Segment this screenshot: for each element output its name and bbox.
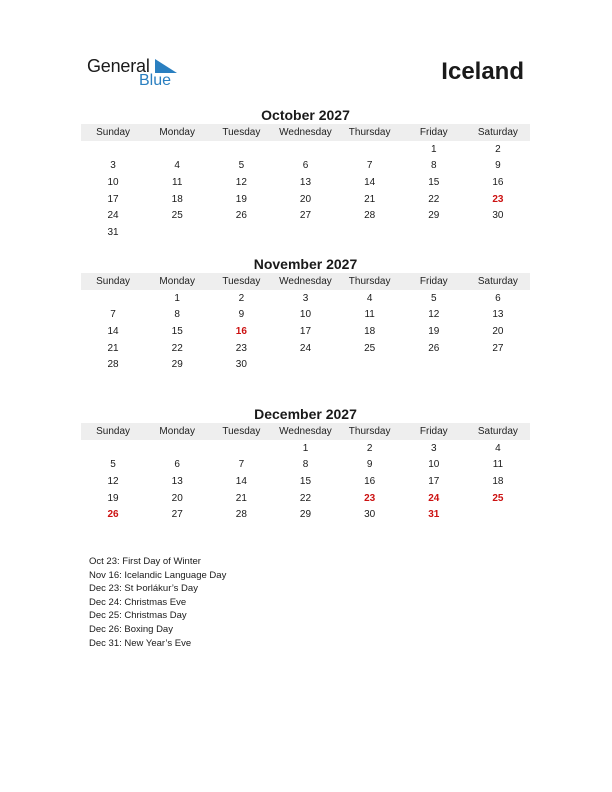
- day-cell: 14: [107, 325, 119, 337]
- weekday-label: Sunday: [96, 276, 131, 287]
- day-cell: 28: [364, 210, 376, 222]
- day-cell: 17: [107, 193, 119, 205]
- day-cell: 5: [430, 292, 437, 304]
- day-cell: 15: [299, 475, 312, 487]
- day-cell: 20: [299, 193, 312, 205]
- day-cell: 22: [428, 193, 440, 205]
- day-cell: 12: [428, 309, 440, 321]
- weekday-label: Monday: [159, 127, 195, 138]
- week-row: [81, 141, 530, 158]
- day-cell: 21: [364, 193, 376, 205]
- day-cell: 3: [302, 292, 309, 304]
- holiday-list: [89, 555, 226, 650]
- day-cell: 7: [366, 160, 373, 172]
- weekday-label: Saturday: [477, 276, 518, 287]
- week-row: [81, 224, 530, 241]
- weekday-label: Sunday: [96, 426, 131, 437]
- day-cell: 1: [430, 143, 437, 155]
- day-cell: 25: [492, 492, 504, 504]
- month-block: [81, 255, 530, 373]
- day-cell: 14: [364, 176, 376, 188]
- day-cell: 10: [299, 309, 312, 321]
- day-cell: 22: [171, 342, 183, 354]
- day-cell: 18: [492, 475, 504, 487]
- day-cell: 4: [174, 160, 180, 172]
- weekday-label: Monday: [159, 426, 195, 437]
- month-block: [81, 106, 530, 241]
- day-cell: 27: [492, 342, 504, 354]
- week-row: [81, 340, 530, 357]
- day-cell: 12: [107, 475, 119, 487]
- week-row: [81, 290, 530, 307]
- weekday-header: [81, 124, 530, 141]
- day-cell: 8: [430, 160, 437, 172]
- day-cell: 30: [235, 359, 247, 371]
- day-cell: 5: [238, 160, 245, 172]
- day-cell: 5: [110, 459, 116, 471]
- day-cell: 2: [366, 442, 373, 454]
- day-cell: 17: [299, 325, 312, 337]
- day-cell: 10: [428, 459, 440, 471]
- day-cell: 2: [238, 292, 245, 304]
- weekday-label: Monday: [159, 276, 195, 287]
- week-row: [81, 174, 530, 191]
- weekday-label: Wednesday: [279, 127, 332, 138]
- day-cell: 23: [492, 193, 504, 205]
- day-cell: 24: [428, 492, 440, 504]
- day-cell: 29: [171, 359, 183, 371]
- day-cell: 12: [235, 176, 247, 188]
- day-cell: 19: [428, 325, 440, 337]
- day-cell: 20: [492, 325, 504, 337]
- day-cell: 4: [366, 292, 373, 304]
- day-cell: 30: [364, 509, 376, 521]
- month-title: October 2027: [261, 107, 350, 123]
- day-cell: 9: [366, 459, 373, 471]
- weekday-label: Wednesday: [279, 276, 332, 287]
- day-cell: 1: [174, 292, 180, 304]
- day-cell: 10: [107, 176, 119, 188]
- day-cell: 13: [171, 475, 183, 487]
- day-cell: 17: [428, 475, 440, 487]
- day-cell: 8: [174, 309, 180, 321]
- day-cell: 19: [107, 492, 119, 504]
- holiday-entry: Dec 24: Christmas Eve: [89, 596, 187, 608]
- week-row: [81, 191, 530, 208]
- day-cell: 20: [171, 492, 183, 504]
- holiday-entry: Oct 23: First Day of Winter: [89, 556, 201, 567]
- week-row: [81, 490, 530, 507]
- holiday-entry: Nov 16: Icelandic Language Day: [89, 569, 227, 581]
- day-cell: 31: [107, 226, 119, 238]
- day-cell: 18: [364, 325, 376, 337]
- weekday-label: Tuesday: [222, 127, 261, 138]
- day-cell: 15: [171, 325, 183, 337]
- weekday-label: Thursday: [348, 276, 391, 287]
- logo-blue-text: Blue: [139, 72, 172, 89]
- country-title: Iceland: [441, 58, 524, 85]
- day-cell: 11: [492, 459, 504, 471]
- day-cell: 14: [235, 475, 247, 487]
- day-cell: 18: [171, 193, 183, 205]
- day-cell: 27: [299, 210, 312, 222]
- day-cell: 29: [299, 509, 312, 521]
- day-cell: 28: [107, 359, 119, 371]
- week-row: [81, 307, 530, 324]
- logo-triangle-icon: [155, 59, 177, 73]
- day-cell: 16: [364, 475, 376, 487]
- weekday-label: Tuesday: [222, 276, 261, 287]
- day-cell: 28: [235, 509, 247, 521]
- weekday-label: Friday: [419, 276, 448, 287]
- day-cell: 2: [495, 143, 501, 155]
- week-row: [81, 323, 530, 340]
- day-cell: 24: [299, 342, 312, 354]
- weekday-label: Friday: [419, 127, 448, 138]
- day-cell: 29: [428, 210, 440, 222]
- day-cell: 16: [492, 176, 504, 188]
- week-row: [81, 457, 530, 474]
- day-cell: 21: [107, 342, 119, 354]
- day-cell: 30: [492, 210, 504, 222]
- month-title: November 2027: [253, 256, 358, 272]
- month-block: [81, 405, 530, 523]
- holiday-entry: Dec 26: Boxing Day: [89, 623, 173, 635]
- weekday-label: Thursday: [348, 127, 391, 138]
- day-cell: 16: [235, 325, 247, 337]
- week-row: [81, 506, 530, 523]
- holiday-entry: Dec 31: New Year’s Eve: [89, 637, 192, 649]
- day-cell: 26: [428, 342, 440, 354]
- day-cell: 26: [235, 210, 247, 222]
- holiday-entry: Dec 25: Christmas Day: [89, 610, 187, 622]
- weekday-label: Thursday: [348, 426, 391, 437]
- weekday-header: [81, 273, 530, 290]
- day-cell: 19: [235, 193, 247, 205]
- day-cell: 23: [364, 492, 376, 504]
- week-row: [81, 158, 530, 175]
- day-cell: 9: [495, 160, 501, 172]
- day-cell: 23: [235, 342, 247, 354]
- month-title: December 2027: [254, 406, 357, 422]
- day-cell: 1: [302, 442, 309, 454]
- day-cell: 4: [495, 442, 501, 454]
- day-cell: 6: [495, 292, 501, 304]
- weekday-label: Wednesday: [279, 426, 332, 437]
- weekday-label: Saturday: [477, 426, 518, 437]
- day-cell: 24: [107, 210, 119, 222]
- weekday-label: Tuesday: [222, 426, 261, 437]
- day-cell: 11: [172, 176, 183, 188]
- week-row: [81, 440, 530, 457]
- day-cell: 11: [364, 309, 375, 321]
- day-cell: 27: [171, 509, 183, 521]
- day-cell: 7: [238, 459, 245, 471]
- weekday-header: [81, 423, 530, 440]
- day-cell: 6: [174, 459, 180, 471]
- week-row: [81, 473, 530, 490]
- day-cell: 8: [302, 459, 309, 471]
- weekday-label: Friday: [419, 426, 448, 437]
- day-cell: 13: [492, 309, 504, 321]
- day-cell: 26: [107, 509, 119, 521]
- day-cell: 25: [171, 210, 183, 222]
- week-row: [81, 207, 530, 224]
- day-cell: 7: [110, 309, 116, 321]
- week-row: [81, 356, 530, 373]
- day-cell: 3: [110, 160, 116, 172]
- weekday-label: Saturday: [477, 127, 518, 138]
- generalblue-logo: [87, 56, 187, 92]
- logo-general-text: General: [87, 56, 150, 76]
- day-cell: 6: [302, 160, 309, 172]
- weekday-label: Sunday: [96, 127, 131, 138]
- day-cell: 21: [235, 492, 247, 504]
- day-cell: 25: [364, 342, 376, 354]
- day-cell: 31: [428, 509, 440, 521]
- day-cell: 13: [299, 176, 312, 188]
- day-cell: 9: [238, 309, 245, 321]
- day-cell: 15: [428, 176, 440, 188]
- day-cell: 22: [299, 492, 312, 504]
- holiday-entry: Dec 23: St Þorlákur’s Day: [89, 583, 198, 595]
- day-cell: 3: [430, 442, 437, 454]
